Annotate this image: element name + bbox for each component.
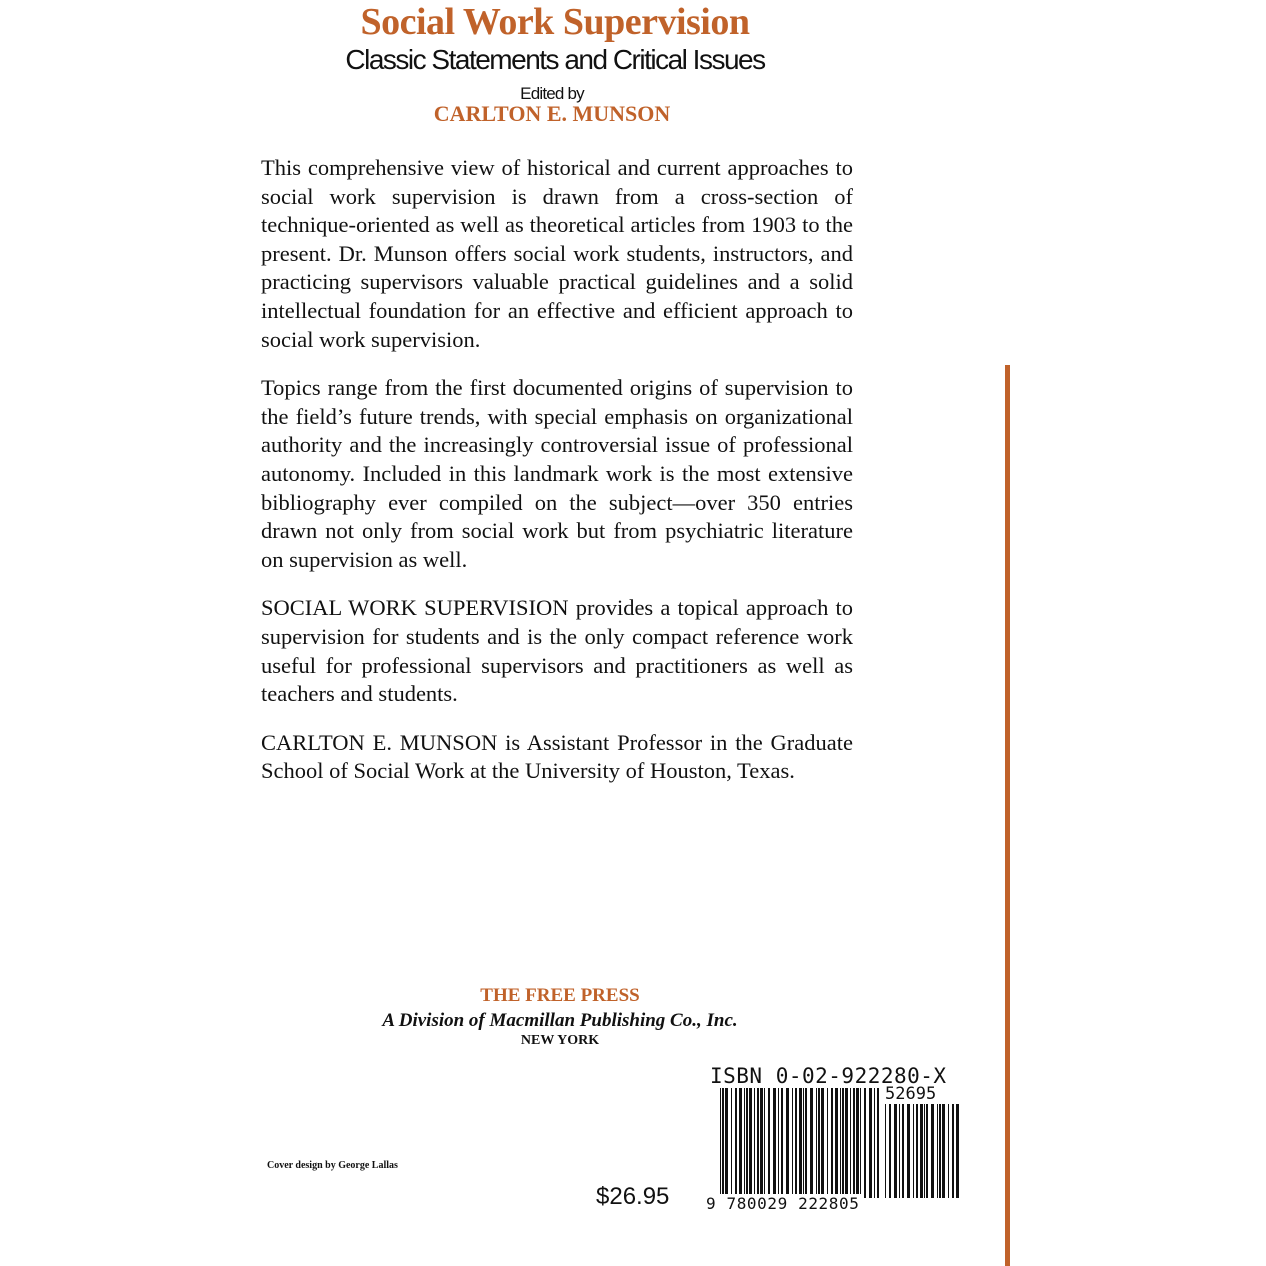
barcode-bar [956, 1104, 959, 1198]
barcode-bar [764, 1088, 765, 1198]
barcode-bar [948, 1104, 949, 1198]
barcode-bar [885, 1104, 886, 1198]
spine-accent-rule [1005, 365, 1010, 1266]
barcode-digits: 9 780029 222805 [706, 1194, 860, 1213]
barcode-bar [952, 1104, 954, 1198]
barcode-bar [757, 1088, 759, 1198]
barcode-bar [894, 1104, 897, 1198]
edited-by-label: Edited by [520, 84, 584, 103]
book-subtitle: Classic Statements and Critical Issues [345, 44, 765, 75]
barcode-bar [899, 1104, 900, 1198]
barcode-bar [845, 1088, 848, 1198]
barcode-bar [816, 1088, 817, 1198]
description-paragraph: SOCIAL WORK SUPERVISION provides a topical approach to supervision for students and is the only compact reference work useful for professional supervisors and practitioners as well as teachers and students. [261, 595, 853, 707]
barcode-bar [864, 1088, 866, 1198]
barcode-bar [869, 1088, 872, 1198]
barcode-bar [926, 1104, 928, 1198]
barcode-bar [754, 1088, 755, 1198]
addon-barcode [885, 1104, 963, 1210]
barcode-bar [942, 1104, 945, 1198]
barcode-bar [821, 1088, 824, 1198]
barcode-bar [840, 1088, 841, 1198]
description-paragraph: This comprehensive view of historical and current approaches to social work supervision is drawn from a cross-section of technique-oriented as well as theoretical articles from 1903 to the present. Dr. Munson offers social work students, instructors, and practicing supervisors valuable practical guidelines and a solid intellectual foundation for an effective and efficient approach to social work supervision. [261, 155, 853, 352]
barcode-bar [931, 1104, 934, 1198]
barcode-bar [768, 1088, 770, 1198]
description-paragraph: Topics range from the first documented origins of supervision to the field’s future trends, with special emphasis on organizational authority and the increasingly controversial issue of professional autonomy. Included in this landmark work is the most extensive bibliography ever compiled on the subject—over 350 entries drawn not only from social work but from psychiatric literature on supervision as well. [261, 375, 853, 572]
barcode-bar [924, 1104, 925, 1198]
barcode-bar [874, 1088, 875, 1198]
barcode-bar [835, 1088, 838, 1198]
barcode-addon-code: 52695 [885, 1084, 937, 1104]
barcode-bar [818, 1088, 820, 1198]
barcode-bar [877, 1088, 879, 1198]
description-text [261, 154, 853, 806]
barcode-bar [749, 1088, 752, 1198]
barcode-bar [810, 1088, 813, 1210]
barcode-bar [795, 1088, 797, 1198]
barcode-bar [805, 1088, 807, 1210]
barcode-bar [735, 1088, 737, 1198]
barcode-bar [939, 1104, 941, 1198]
barcode-bar [739, 1088, 742, 1198]
barcode-bar [760, 1088, 763, 1198]
barcode-bar [856, 1088, 859, 1198]
ean-barcode [720, 1088, 880, 1210]
publisher-division: A Division of Macmillan Publishing Co., Inc. [382, 1010, 738, 1031]
barcode-bar [916, 1104, 918, 1198]
barcode-bar [831, 1088, 833, 1198]
barcode-bar [920, 1104, 923, 1198]
barcode-bar [731, 1088, 732, 1198]
barcode-bar [799, 1088, 802, 1198]
barcode-bar [746, 1088, 748, 1198]
barcode-bar [781, 1088, 783, 1198]
barcode-bar [937, 1104, 938, 1198]
barcode-bar [853, 1088, 855, 1198]
publisher-name: THE FREE PRESS [480, 985, 640, 1006]
barcode-bar [744, 1088, 745, 1198]
barcode-bar [913, 1104, 914, 1198]
cover-design-credit: Cover design by George Lallas [267, 1160, 398, 1171]
isbn-label: ISBN 0-02-922280-X [710, 1064, 947, 1088]
price: $26.95 [596, 1183, 670, 1210]
barcode-bar [842, 1088, 844, 1198]
barcode-bar [725, 1088, 728, 1198]
barcode-bar [827, 1088, 828, 1198]
barcode-bar [803, 1088, 804, 1198]
barcode-bar [850, 1088, 851, 1198]
barcode-bar [722, 1088, 724, 1210]
publisher-city: NEW YORK [520, 1033, 600, 1048]
barcode-bar [778, 1088, 779, 1198]
editor-name: CARLTON E. MUNSON [433, 101, 671, 126]
barcode-bar [792, 1088, 793, 1198]
book-title: Social Work Supervision [360, 1, 750, 43]
barcode-bar [786, 1088, 789, 1198]
barcode-bar [860, 1088, 861, 1198]
barcode-bar [889, 1104, 891, 1198]
author-bio-paragraph: CARLTON E. MUNSON is Assistant Professor in the Graduate School of Social Work at the University of Houston, Texas. [261, 729, 853, 784]
barcode-bar [773, 1088, 776, 1198]
barcode-bar [902, 1104, 904, 1198]
barcode-bar [720, 1088, 721, 1210]
barcode-bar [907, 1104, 910, 1198]
